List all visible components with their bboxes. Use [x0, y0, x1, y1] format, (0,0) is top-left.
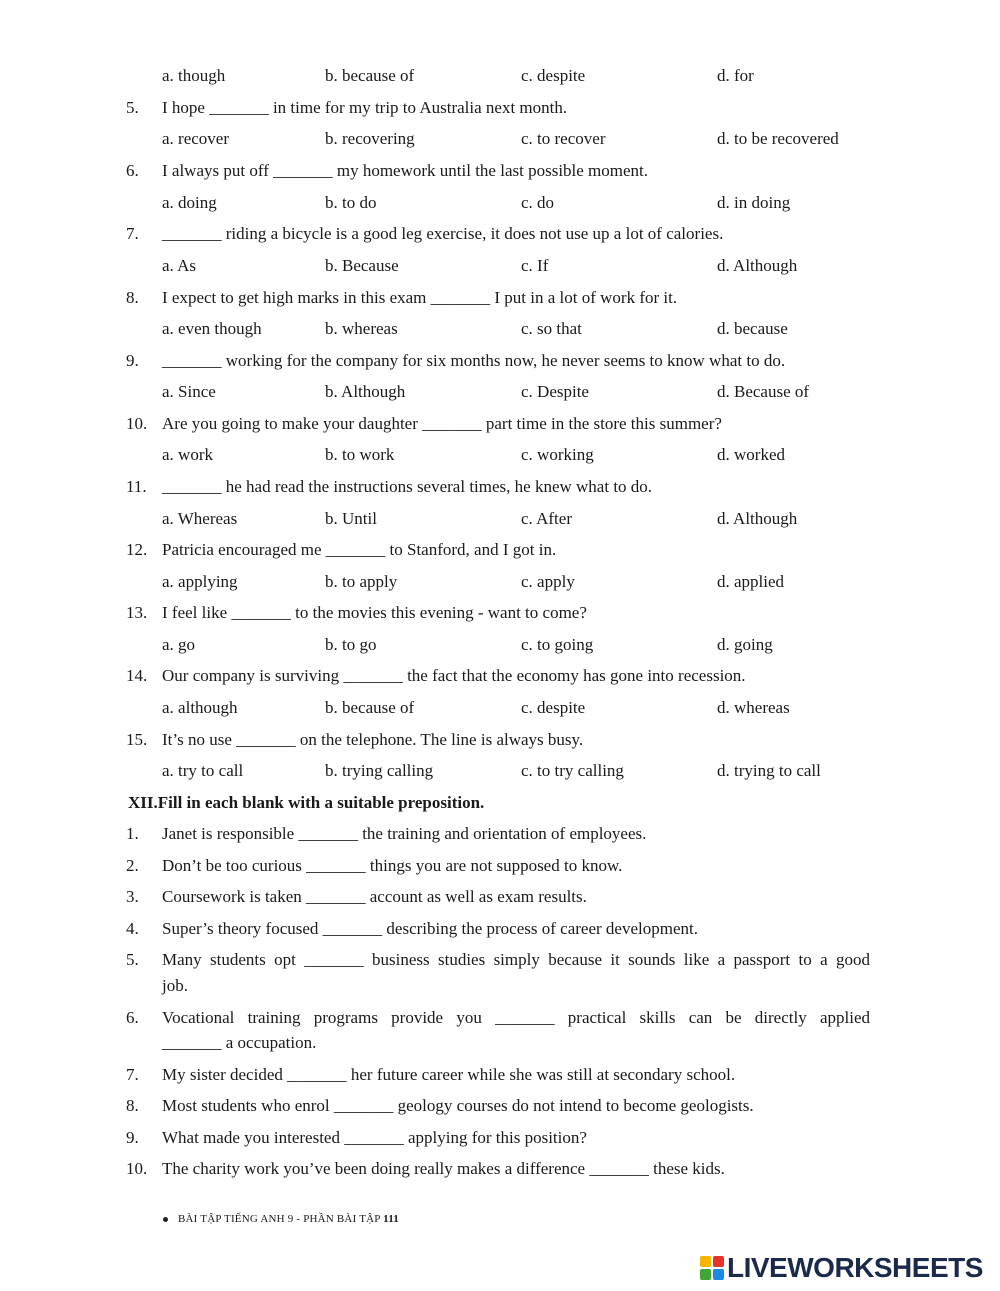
option-b[interactable]: b. to do: [325, 193, 377, 212]
question-options-14: [0, 696, 1000, 720]
bullet-icon: [163, 1217, 168, 1222]
option-a[interactable]: a. try to call: [162, 761, 244, 780]
question-stem: Our company is surviving _______ the fact that the economy has gone into recession.: [162, 666, 746, 685]
logo-grid-icon: [700, 1256, 724, 1280]
option-d[interactable]: d. Although: [717, 256, 798, 275]
footer-label: [178, 1213, 399, 1225]
question-number: 5.: [126, 98, 139, 117]
prep-item-4: [0, 917, 1000, 941]
logo-square: [713, 1256, 724, 1267]
prep-item-10: [0, 1157, 1000, 1181]
question-number: 14.: [126, 666, 148, 685]
prep-item-5: [0, 948, 1000, 972]
logo-square: [700, 1256, 711, 1267]
item-number: 9.: [126, 1128, 139, 1147]
item-text: The charity work you’ve been doing really makes a difference _______ these kids.: [162, 1159, 725, 1178]
option-d[interactable]: d. trying to call: [717, 761, 821, 780]
prep-item-7: [0, 1063, 1000, 1087]
question-14: [0, 664, 1000, 688]
option-d[interactable]: d. applied: [717, 572, 785, 591]
item-number: 2.: [126, 856, 139, 875]
option-c[interactable]: c. despite: [521, 698, 586, 717]
item-number: 3.: [126, 887, 139, 906]
question-7: [0, 222, 1000, 246]
item-number: 4.: [126, 919, 139, 938]
option-a[interactable]: a. although: [162, 698, 238, 717]
option-b[interactable]: b. trying calling: [325, 761, 434, 780]
option-b[interactable]: b. to go: [325, 635, 377, 654]
question-number: 9.: [126, 351, 139, 370]
option-a[interactable]: a. go: [162, 635, 196, 654]
question-8: [0, 286, 1000, 310]
question-number: 10.: [126, 414, 148, 433]
page-number: 111: [383, 1213, 400, 1225]
question-options-11: [0, 507, 1000, 531]
question-stem: I expect to get high marks in this exam _______ I put in a lot of work for it.: [162, 288, 678, 307]
question-stem: Are you going to make your daughter _______ part time in the store this summer?: [162, 414, 722, 433]
option-b[interactable]: b. because of: [325, 698, 415, 717]
item-text-continuation: _______ a occupation.: [162, 1033, 317, 1052]
option-c[interactable]: c. so that: [521, 319, 582, 338]
option-c[interactable]: c. apply: [521, 572, 575, 591]
page-footer: [163, 1213, 399, 1225]
question-number: 11.: [126, 477, 147, 496]
item-number: 5.: [126, 950, 139, 969]
question-options-6: [0, 191, 1000, 215]
question-number: 8.: [126, 288, 139, 307]
item-text: Many students opt _______ business studies simply because it sounds like a passport to a good: [162, 950, 870, 969]
option-a[interactable]: a. Since: [162, 382, 216, 401]
question-options-13: [0, 633, 1000, 657]
option-c[interactable]: c. If: [521, 256, 549, 275]
item-number: 6.: [126, 1008, 139, 1027]
item-text: Most students who enrol _______ geology courses do not intend to become geologists.: [162, 1096, 754, 1115]
item-text: Vocational training programs provide you _______ practical skills can be directly applied: [162, 1008, 870, 1027]
option-c[interactable]: c. After: [521, 509, 572, 528]
item-number: 10.: [126, 1159, 148, 1178]
prep-item-2: [0, 854, 1000, 878]
prep-item-5-cont: [0, 974, 1000, 998]
option-b: b. because of: [325, 66, 415, 85]
brand-name: LIVEWORKSHEETS: [727, 1252, 983, 1283]
option-b[interactable]: b. to work: [325, 445, 395, 464]
item-text: Super’s theory focused _______ describing the process of career development.: [162, 919, 698, 938]
liveworksheets-logo[interactable]: [700, 1253, 983, 1283]
question-11: [0, 475, 1000, 499]
section-heading: XII.Fill in each blank with a suitable preposition.: [128, 793, 485, 812]
option-d[interactable]: d. to be recovered: [717, 129, 839, 148]
question-13: [0, 601, 1000, 625]
question-15: [0, 728, 1000, 752]
option-d[interactable]: d. because: [717, 319, 788, 338]
option-d[interactable]: d. in doing: [717, 193, 791, 212]
option-a[interactable]: a. applying: [162, 572, 238, 591]
question-9: [0, 349, 1000, 373]
question-options-9: [0, 380, 1000, 404]
question-5: [0, 96, 1000, 120]
option-a: a. though: [162, 66, 226, 85]
item-number: 8.: [126, 1096, 139, 1115]
option-c[interactable]: c. to try calling: [521, 761, 624, 780]
option-d[interactable]: d. worked: [717, 445, 785, 464]
option-d: d. for: [717, 66, 754, 85]
option-b[interactable]: b. Although: [325, 382, 406, 401]
option-a[interactable]: a. recover: [162, 129, 230, 148]
option-a[interactable]: a. As: [162, 256, 196, 275]
item-text: Don’t be too curious _______ things you are not supposed to know.: [162, 856, 623, 875]
question-10: [0, 412, 1000, 436]
prep-item-9: [0, 1126, 1000, 1150]
option-d[interactable]: d. whereas: [717, 698, 790, 717]
option-a[interactable]: a. work: [162, 445, 213, 464]
footer-title: BÀI TẬP TIẾNG ANH 9 - PHẦN BÀI TẬP: [178, 1213, 381, 1225]
question-6: [0, 159, 1000, 183]
prep-item-6-cont: [0, 1031, 1000, 1055]
question-options-10: [0, 443, 1000, 467]
option-d[interactable]: d. going: [717, 635, 773, 654]
question-number: 12.: [126, 540, 148, 559]
logo-square: [700, 1269, 711, 1280]
question-stem: _______ riding a bicycle is a good leg exercise, it does not use up a lot of calories.: [162, 224, 724, 243]
question-12: [0, 538, 1000, 562]
question-stem: It’s no use _______ on the telephone. The line is always busy.: [162, 730, 584, 749]
item-text: My sister decided _______ her future career while she was still at secondary school.: [162, 1065, 736, 1084]
option-c[interactable]: c. working: [521, 445, 594, 464]
logo-square: [713, 1269, 724, 1280]
option-b[interactable]: b. to apply: [325, 572, 398, 591]
item-text: What made you interested _______ applying for this position?: [162, 1128, 587, 1147]
prep-item-1: [0, 822, 1000, 846]
item-text: Coursework is taken _______ account as well as exam results.: [162, 887, 587, 906]
option-b[interactable]: b. recovering: [325, 129, 415, 148]
option-d[interactable]: d. Because of: [717, 382, 810, 401]
question-number: 7.: [126, 224, 139, 243]
option-a[interactable]: a. even though: [162, 319, 262, 338]
question-number: 15.: [126, 730, 148, 749]
question-stem: _______ working for the company for six months now, he never seems to know what to do.: [162, 351, 786, 370]
option-c[interactable]: c. do: [521, 193, 555, 212]
question-stem: I always put off _______ my homework until the last possible moment.: [162, 161, 649, 180]
item-text: Janet is responsible _______ the training and orientation of employees.: [162, 824, 647, 843]
prep-item-6: [0, 1006, 1000, 1030]
question-stem: Patricia encouraged me _______ to Stanford, and I got in.: [162, 540, 557, 559]
option-a[interactable]: a. Whereas: [162, 509, 238, 528]
question-stem: I feel like _______ to the movies this evening - want to come?: [162, 603, 587, 622]
option-c: c. despite: [521, 66, 586, 85]
prep-item-8: [0, 1094, 1000, 1118]
option-b[interactable]: b. Until: [325, 509, 377, 528]
option-c[interactable]: c. Despite: [521, 382, 589, 401]
question-options-12: [0, 570, 1000, 594]
item-text-continuation: job.: [162, 976, 188, 995]
prep-item-3: [0, 885, 1000, 909]
item-number: 7.: [126, 1065, 139, 1084]
option-b[interactable]: b. Because: [325, 256, 399, 275]
question-stem: I hope _______ in time for my trip to Australia next month.: [162, 98, 568, 117]
question-number: 6.: [126, 161, 139, 180]
question-options-15: [0, 759, 1000, 783]
question-number: 13.: [126, 603, 148, 622]
option-b[interactable]: b. whereas: [325, 319, 398, 338]
option-c[interactable]: c. to going: [521, 635, 594, 654]
option-a[interactable]: a. doing: [162, 193, 217, 212]
item-number: 1.: [126, 824, 139, 843]
option-d[interactable]: d. Although: [717, 509, 798, 528]
question-options-5: [0, 127, 1000, 151]
question-options-4: [0, 64, 1000, 88]
option-c[interactable]: c. to recover: [521, 129, 606, 148]
question-options-7: [0, 254, 1000, 278]
question-options-8: [0, 317, 1000, 341]
question-stem: _______ he had read the instructions several times, he knew what to do.: [162, 477, 653, 496]
